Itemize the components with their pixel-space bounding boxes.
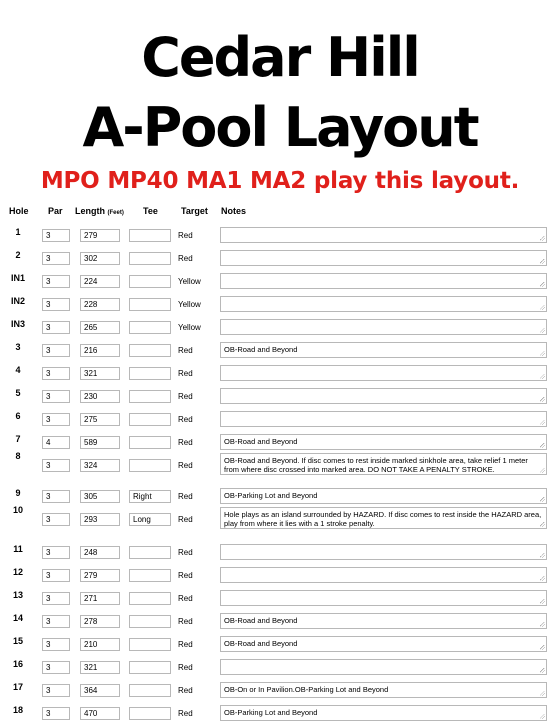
resize-grip-icon[interactable] [540,668,545,673]
par-field[interactable]: 3 [42,615,70,628]
par-field[interactable]: 3 [42,413,70,426]
tee-field[interactable] [129,592,171,605]
resize-grip-icon[interactable] [540,553,545,558]
resize-grip-icon[interactable] [540,397,545,402]
par-field[interactable]: 3 [42,459,70,472]
tee-field[interactable]: Right [129,490,171,503]
table-row [0,365,560,387]
target-field[interactable]: Red [174,229,214,242]
par-field[interactable]: 3 [42,638,70,651]
table-row [0,273,560,295]
table-row [0,659,560,681]
tee-field[interactable]: Long [129,513,171,526]
length-field[interactable]: 589 [80,436,120,449]
tee-field[interactable] [129,615,171,628]
resize-grip-icon[interactable] [540,374,545,379]
hole-number: 3 [15,342,21,352]
tee-field[interactable] [129,298,171,311]
table-row [0,388,560,410]
target-field[interactable]: Yellow [174,298,214,311]
table-row [0,505,560,533]
par-field[interactable]: 3 [42,367,70,380]
header-tee: Tee [143,206,158,216]
hole-number: 1 [15,227,21,237]
length-field[interactable]: 305 [80,490,120,503]
target-field[interactable]: Red [174,413,214,426]
tee-field[interactable] [129,390,171,403]
hole-number: 7 [15,434,21,444]
table-row [0,296,560,318]
table-row [0,227,560,249]
par-field[interactable]: 3 [42,490,70,503]
length-field[interactable]: 279 [80,569,120,582]
target-field[interactable]: Red [174,344,214,357]
length-field[interactable]: 275 [80,413,120,426]
tee-field[interactable] [129,229,171,242]
notes-field[interactable] [220,705,547,721]
tee-field[interactable] [129,546,171,559]
tee-field[interactable] [129,413,171,426]
notes-text: OB-Road and Beyond [224,616,298,625]
notes-field[interactable] [220,411,547,427]
resize-grip-icon[interactable] [540,351,545,356]
notes-text: OB-Road and Beyond [224,639,298,648]
header-par: Par [48,206,63,216]
target-field[interactable]: Red [174,707,214,720]
length-field[interactable]: 271 [80,592,120,605]
notes-text: OB-Parking Lot and Beyond [224,708,318,717]
tee-field[interactable] [129,252,171,265]
length-field[interactable]: 279 [80,229,120,242]
hole-number: 18 [12,705,23,715]
target-field[interactable]: Red [174,638,214,651]
tee-field[interactable] [129,638,171,651]
target-field[interactable]: Red [174,459,214,472]
table-row [0,411,560,433]
notes-text: OB-Road and Beyond. If disc comes to rest inside marked sinkhole area, take relief 1 meter from where disc crossed into marked area. DO NOT TAKE A PENALTY STROKE. [224,456,528,474]
hole-number: IN3 [10,319,25,329]
table-row [0,590,560,612]
table-row [0,544,560,566]
target-field[interactable]: Yellow [174,275,214,288]
target-field[interactable]: Red [174,684,214,697]
resize-grip-icon[interactable] [540,497,545,502]
target-field[interactable]: Red [174,592,214,605]
par-field[interactable]: 3 [42,661,70,674]
length-field[interactable]: 230 [80,390,120,403]
resize-grip-icon[interactable] [540,443,545,448]
hole-number: 10 [12,505,23,515]
resize-grip-icon[interactable] [540,691,545,696]
target-field[interactable]: Red [174,436,214,449]
par-field[interactable]: 3 [42,229,70,242]
header-length-unit: (Feet) [107,210,124,216]
resize-grip-icon[interactable] [540,622,545,627]
table-row [0,636,560,658]
length-field[interactable]: 324 [80,459,120,472]
length-field[interactable]: 302 [80,252,120,265]
table-row [0,250,560,272]
par-field[interactable]: 3 [42,390,70,403]
length-field[interactable]: 364 [80,684,120,697]
hole-number: 13 [12,590,23,600]
notes-field[interactable] [220,388,547,404]
notes-field[interactable] [220,659,547,675]
table-row [0,682,560,704]
length-field[interactable]: 216 [80,344,120,357]
resize-grip-icon[interactable] [540,420,545,425]
resize-grip-icon[interactable] [540,259,545,264]
notes-text: OB-Road and Beyond [224,437,298,446]
target-field[interactable]: Red [174,546,214,559]
target-field[interactable]: Red [174,252,214,265]
resize-grip-icon[interactable] [540,468,545,473]
notes-field[interactable] [220,613,547,629]
target-field[interactable]: Yellow [174,321,214,334]
table-row [0,342,560,364]
target-field[interactable]: Red [174,513,214,526]
length-field[interactable]: 293 [80,513,120,526]
header-notes: Notes [221,206,247,216]
target-field[interactable]: Red [174,367,214,380]
par-field[interactable]: 3 [42,592,70,605]
resize-grip-icon[interactable] [540,305,545,310]
hole-number: 16 [12,659,23,669]
par-field[interactable]: 3 [42,321,70,334]
notes-field[interactable] [220,365,547,381]
tee-field[interactable] [129,707,171,720]
hole-number: 12 [12,567,23,577]
hole-number: IN1 [10,273,25,283]
par-field[interactable]: 3 [42,275,70,288]
hole-number: 11 [13,544,23,554]
header-length [75,206,124,216]
length-field[interactable]: 228 [80,298,120,311]
resize-grip-icon[interactable] [540,282,545,287]
tee-field[interactable] [129,321,171,334]
hole-number: 4 [15,365,21,375]
par-field[interactable]: 3 [42,684,70,697]
tee-field[interactable] [129,569,171,582]
par-field[interactable]: 3 [42,252,70,265]
tee-field[interactable] [129,459,171,472]
table-row [0,567,560,589]
table-row [0,451,560,479]
tee-field[interactable] [129,436,171,449]
header-hole: Hole [9,206,29,216]
par-field[interactable]: 3 [42,513,70,526]
hole-number: 2 [15,250,21,260]
resize-grip-icon[interactable] [540,645,545,650]
par-field[interactable]: 3 [42,298,70,311]
notes-field[interactable] [220,342,547,358]
title-line-2: A-Pool Layout [82,96,478,159]
par-field[interactable]: 4 [42,436,70,449]
notes-text: OB-Road and Beyond [224,345,298,354]
length-field[interactable]: 321 [80,661,120,674]
table-row [0,319,560,341]
notes-field[interactable] [220,507,547,529]
target-field[interactable]: Red [174,490,214,503]
notes-field[interactable] [220,682,547,698]
length-field[interactable]: 321 [80,367,120,380]
length-field[interactable]: 278 [80,615,120,628]
subtitle: MPO MP40 MA1 MA2 play this layout. [40,168,520,194]
resize-grip-icon[interactable] [540,599,545,604]
notes-field[interactable] [220,567,547,583]
hole-number: 6 [15,411,21,421]
notes-field[interactable] [220,434,547,450]
notes-field[interactable] [220,636,547,652]
tee-field[interactable] [129,661,171,674]
par-field[interactable]: 3 [42,344,70,357]
notes-field[interactable] [220,319,547,335]
hole-number: 17 [12,682,23,692]
title-line-1: Cedar Hill [141,26,419,89]
length-field[interactable]: 265 [80,321,120,334]
hole-number: 5 [15,388,21,398]
tee-field[interactable] [129,344,171,357]
notes-text: OB-Parking Lot and Beyond [224,491,318,500]
notes-field[interactable] [220,227,547,243]
tee-field[interactable] [129,684,171,697]
target-field[interactable]: Red [174,615,214,628]
hole-number: 14 [12,613,23,623]
hole-number: 8 [15,451,21,461]
resize-grip-icon[interactable] [540,328,545,333]
resize-grip-icon[interactable] [540,714,545,719]
resize-grip-icon[interactable] [540,576,545,581]
header-length-label: Length [75,206,105,216]
notes-field[interactable] [220,453,547,475]
tee-field[interactable] [129,367,171,380]
hole-number: 9 [15,488,21,498]
notes-field[interactable] [220,544,547,560]
length-field[interactable]: 210 [80,638,120,651]
par-field[interactable]: 3 [42,569,70,582]
target-field[interactable]: Red [174,569,214,582]
tee-field[interactable] [129,275,171,288]
notes-field[interactable] [220,296,547,312]
target-field[interactable]: Red [174,390,214,403]
resize-grip-icon[interactable] [540,236,545,241]
notes-field[interactable] [220,590,547,606]
table-row [0,613,560,635]
resize-grip-icon[interactable] [540,522,545,527]
notes-text: OB-On or In Pavilion.OB-Parking Lot and Beyond [224,685,389,694]
length-field[interactable]: 224 [80,275,120,288]
par-field[interactable]: 3 [42,546,70,559]
notes-field[interactable] [220,488,547,504]
header-target: Target [181,206,208,216]
notes-text: Hole plays as an island surrounded by HAZARD. If disc comes to rest inside the HAZARD area, play from where it lies with a 1 stroke penalty. [224,510,542,528]
par-field[interactable]: 3 [42,707,70,720]
hole-number: IN2 [10,296,25,306]
target-field[interactable]: Red [174,661,214,674]
length-field[interactable]: 470 [80,707,120,720]
notes-field[interactable] [220,273,547,289]
length-field[interactable]: 248 [80,546,120,559]
notes-field[interactable] [220,250,547,266]
hole-number: 15 [12,636,23,646]
